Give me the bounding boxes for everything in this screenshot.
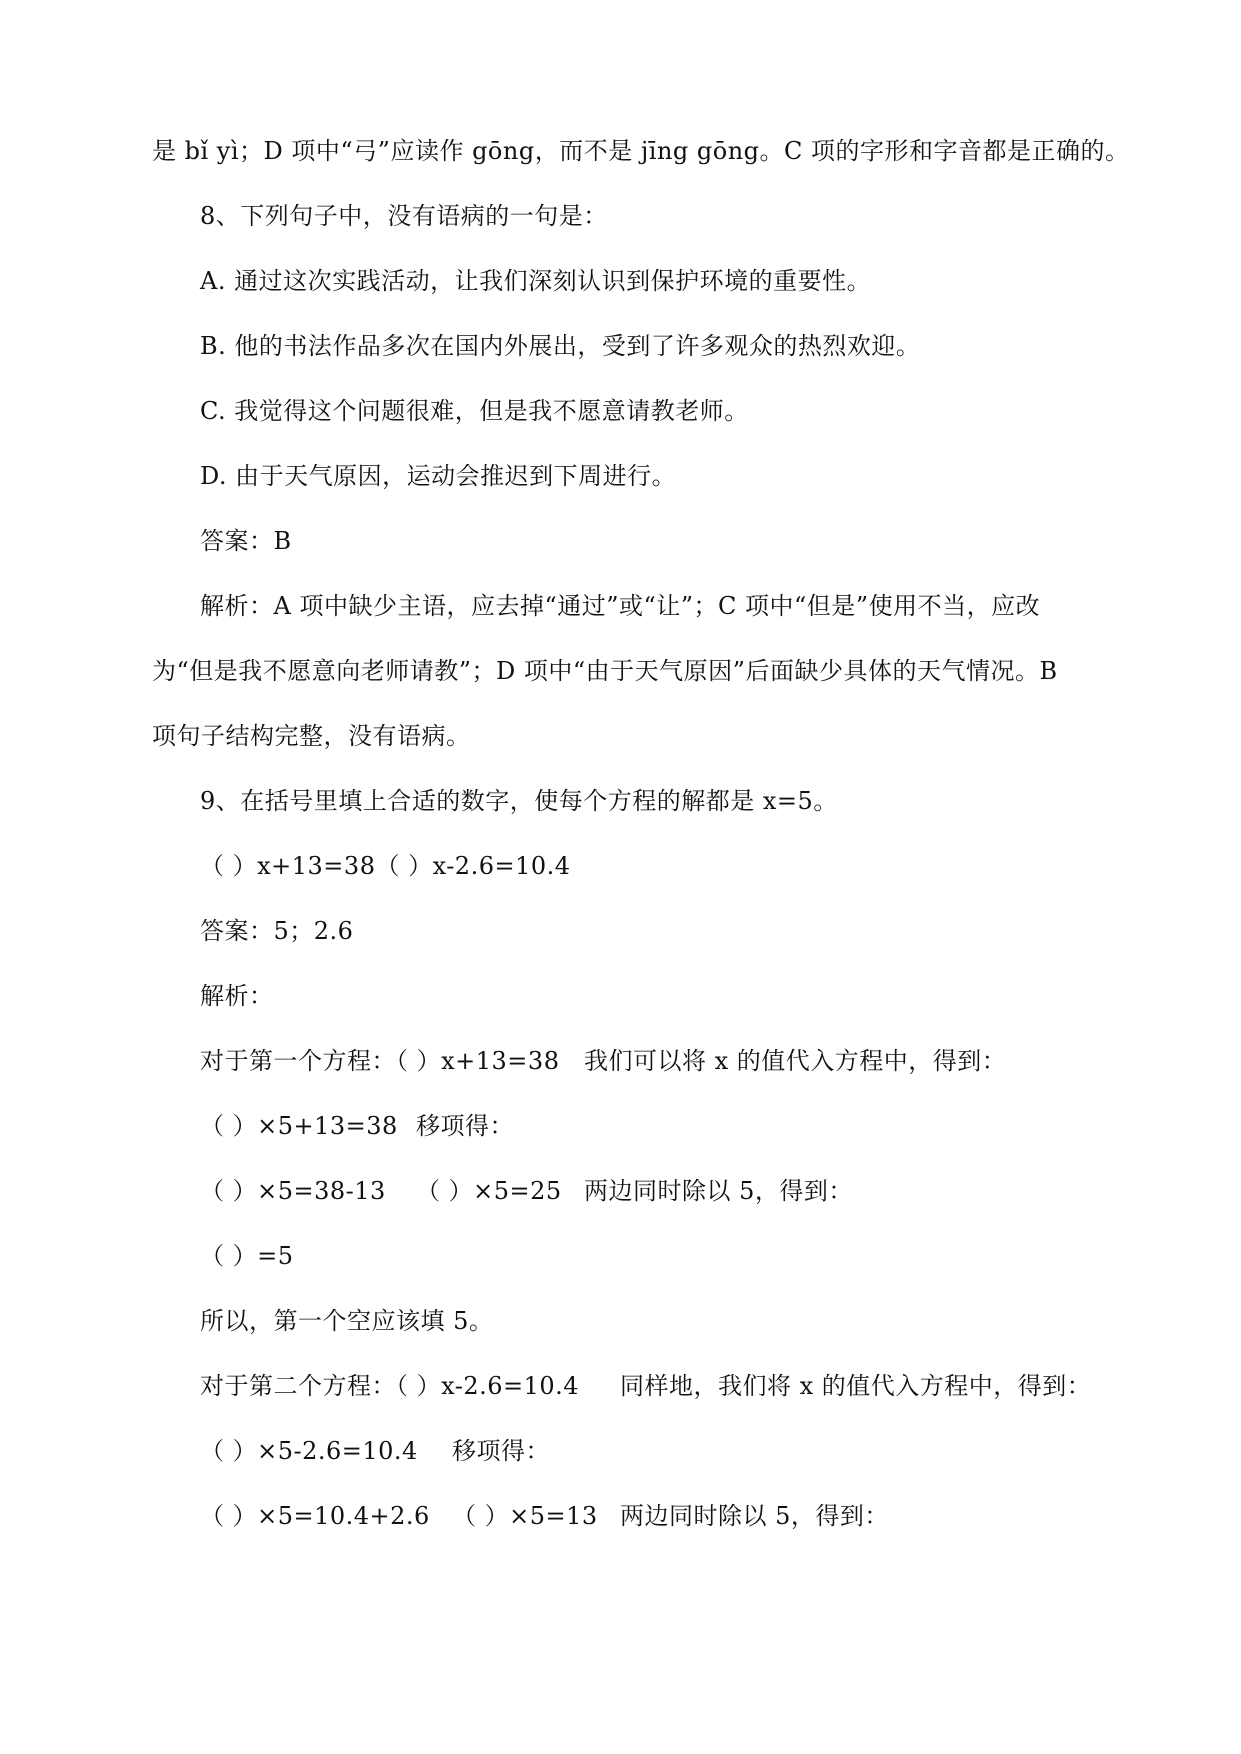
step-conclusion-1 bbox=[200, 1306, 493, 1336]
text-line: （ ）=5 bbox=[200, 1242, 294, 1270]
question-8-analysis-line-3 bbox=[152, 721, 471, 751]
text-line: 8、下列句子中，没有语病的一句是： bbox=[200, 202, 608, 230]
text-line: 项句子结构完整，没有语病。 bbox=[152, 722, 471, 750]
question-8-answer bbox=[200, 526, 292, 556]
text-line: （ ）×5=25 bbox=[416, 1177, 562, 1205]
text-line: 为“但是我不愿意向老师请教”；D 项中“由于天气原因”后面缺少具体的天气情况。B bbox=[152, 657, 1058, 685]
text-line: A. 通过这次实践活动，让我们深刻认识到保护环境的重要性。 bbox=[200, 267, 872, 295]
text-line: 对于第二个方程：（ ）x-2.6=10.4 bbox=[200, 1372, 580, 1400]
question-9-analysis-heading bbox=[200, 981, 274, 1011]
step-result-1 bbox=[200, 1241, 294, 1271]
text-line: （ ）×5+13=38 bbox=[200, 1112, 398, 1140]
question-8-option-c bbox=[200, 396, 749, 426]
question-9-equations bbox=[200, 851, 571, 881]
question-8-stem bbox=[200, 201, 608, 231]
text-line: 移项得： bbox=[416, 1112, 514, 1140]
text-line: （ ）×5-2.6=10.4 bbox=[200, 1437, 418, 1465]
text-line: （ ）×5=38-13 bbox=[200, 1177, 386, 1205]
question-8-analysis-line-1 bbox=[200, 591, 1040, 621]
text-line: （ ）×5=10.4+2.6 bbox=[200, 1502, 430, 1530]
question-9-answer bbox=[200, 916, 353, 946]
paragraph-pinyin-explanation-end bbox=[152, 136, 1130, 166]
question-8-option-d bbox=[200, 461, 676, 491]
text-line: 答案：B bbox=[200, 527, 292, 555]
text-line: 同样地，我们将 x 的值代入方程中，得到： bbox=[620, 1372, 1092, 1400]
text-line: 是 bǐ yì；D 项中“弓”应读作 gōng，而不是 jīng gōng。C 项的字形和字音都是正确的。 bbox=[152, 137, 1130, 165]
text-line: 两边同时除以 5，得到： bbox=[584, 1177, 853, 1205]
question-8-analysis-line-2 bbox=[152, 656, 1058, 686]
question-9-stem bbox=[200, 786, 838, 816]
question-8-option-a bbox=[200, 266, 871, 296]
text-line: 所以，第一个空应该填 5。 bbox=[200, 1307, 494, 1335]
text-line: 解析： bbox=[200, 982, 274, 1010]
text-line: 两边同时除以 5，得到： bbox=[620, 1502, 889, 1530]
text-line: 解析：A 项中缺少主语，应去掉“通过”或“让”；C 项中“但是”使用不当，应改 bbox=[200, 592, 1041, 620]
text-line: 对于第一个方程：（ ）x+13=38 bbox=[200, 1047, 560, 1075]
text-line: （ ）×5=13 bbox=[452, 1502, 598, 1530]
text-line: B. 他的书法作品多次在国内外展出，受到了许多观众的热烈欢迎。 bbox=[200, 332, 921, 360]
text-line: （ ）x+13=38（ ）x-2.6=10.4 bbox=[200, 852, 571, 880]
text-line: 我们可以将 x 的值代入方程中，得到： bbox=[584, 1047, 1007, 1075]
text-line: 移项得： bbox=[452, 1437, 550, 1465]
text-line: D. 由于天气原因，运动会推迟到下周进行。 bbox=[200, 462, 677, 490]
text-line: 9、在括号里填上合适的数字，使每个方程的解都是 x=5。 bbox=[200, 787, 838, 815]
text-line: C. 我觉得这个问题很难，但是我不愿意请教老师。 bbox=[200, 397, 749, 425]
question-8-option-b bbox=[200, 331, 920, 361]
text-line: 答案：5；2.6 bbox=[200, 917, 354, 945]
